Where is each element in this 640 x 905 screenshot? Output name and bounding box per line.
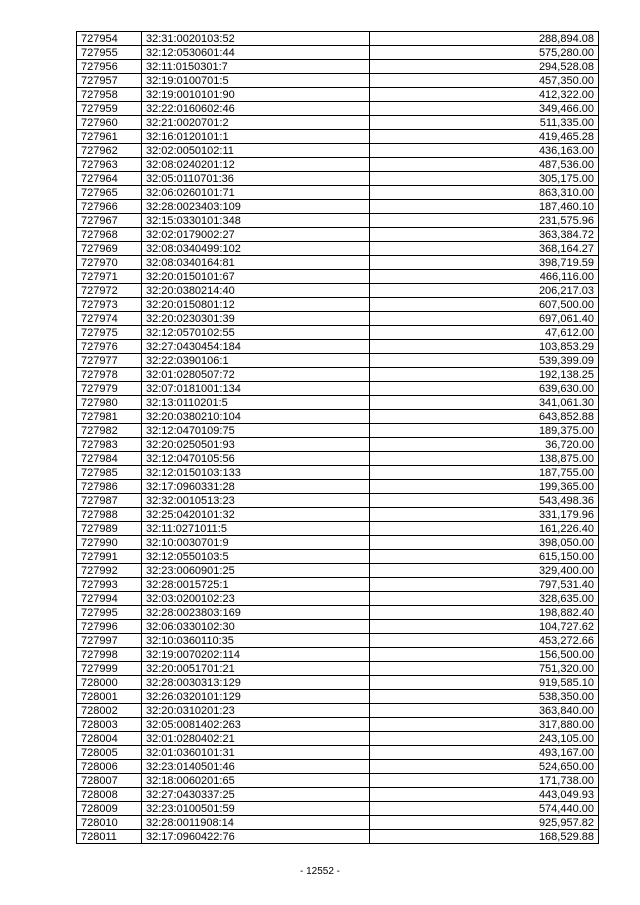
cadastral-number-cell: 32:20:0380214:40 — [142, 284, 370, 298]
cadastral-number-cell: 32:10:0030701:9 — [142, 536, 370, 550]
amount-cell: 607,500.00 — [370, 298, 599, 312]
record-id-cell: 727962 — [77, 144, 142, 158]
amount-cell: 206,217.03 — [370, 284, 599, 298]
table-row — [77, 214, 599, 228]
amount-cell: 36,720.00 — [370, 438, 599, 452]
cadastral-number-cell: 32:23:0100501:59 — [142, 802, 370, 816]
table-row — [77, 732, 599, 746]
cadastral-number-cell: 32:21:0020701:2 — [142, 116, 370, 130]
table-row — [77, 718, 599, 732]
table-row — [77, 172, 599, 186]
amount-cell: 328,635.00 — [370, 592, 599, 606]
table-row — [77, 284, 599, 298]
cadastral-number-cell: 32:13:0110201:5 — [142, 396, 370, 410]
record-id-cell: 727960 — [77, 116, 142, 130]
cadastral-number-cell: 32:22:0390106:1 — [142, 354, 370, 368]
record-id-cell: 728002 — [77, 704, 142, 718]
cadastral-number-cell: 32:03:0200102:23 — [142, 592, 370, 606]
cadastral-number-cell: 32:32:0010513:23 — [142, 494, 370, 508]
amount-cell: 231,575.96 — [370, 214, 599, 228]
cadastral-number-cell: 32:23:0060901:25 — [142, 564, 370, 578]
cadastral-number-cell: 32:05:0110701:36 — [142, 172, 370, 186]
cadastral-number-cell: 32:02:0050102:11 — [142, 144, 370, 158]
cadastral-number-cell: 32:22:0160602:46 — [142, 102, 370, 116]
cadastral-number-cell: 32:28:0030313:129 — [142, 676, 370, 690]
record-id-cell: 727989 — [77, 522, 142, 536]
record-id-cell: 727975 — [77, 326, 142, 340]
amount-cell: 751,320.00 — [370, 662, 599, 676]
amount-cell: 539,399.09 — [370, 354, 599, 368]
record-id-cell: 727983 — [77, 438, 142, 452]
table-row — [77, 116, 599, 130]
amount-cell: 192,138.25 — [370, 368, 599, 382]
table-row — [77, 424, 599, 438]
record-id-cell: 727981 — [77, 410, 142, 424]
amount-cell: 171,738.00 — [370, 774, 599, 788]
amount-cell: 538,350.00 — [370, 690, 599, 704]
cadastral-number-cell: 32:08:0240201:12 — [142, 158, 370, 172]
record-id-cell: 728011 — [77, 830, 142, 844]
record-id-cell: 727998 — [77, 648, 142, 662]
amount-cell: 398,050.00 — [370, 536, 599, 550]
amount-cell: 797,531.40 — [370, 578, 599, 592]
record-id-cell: 727958 — [77, 88, 142, 102]
amount-cell: 919,585.10 — [370, 676, 599, 690]
amount-cell: 574,440.00 — [370, 802, 599, 816]
record-id-cell: 727973 — [77, 298, 142, 312]
cadastral-number-cell: 32:07:0181001:134 — [142, 382, 370, 396]
record-id-cell: 728007 — [77, 774, 142, 788]
amount-cell: 453,272.66 — [370, 634, 599, 648]
record-id-cell: 728005 — [77, 746, 142, 760]
record-id-cell: 728010 — [77, 816, 142, 830]
record-id-cell: 727980 — [77, 396, 142, 410]
record-id-cell: 727957 — [77, 74, 142, 88]
table-row — [77, 298, 599, 312]
amount-cell: 466,116.00 — [370, 270, 599, 284]
record-id-cell: 727985 — [77, 466, 142, 480]
amount-cell: 363,384.72 — [370, 228, 599, 242]
cadastral-number-cell: 32:08:0340499:102 — [142, 242, 370, 256]
table-row — [77, 368, 599, 382]
cadastral-number-cell: 32:28:0023803:169 — [142, 606, 370, 620]
table-row — [77, 480, 599, 494]
table-row — [77, 452, 599, 466]
table-row — [77, 494, 599, 508]
amount-cell: 189,375.00 — [370, 424, 599, 438]
amount-cell: 187,460.10 — [370, 200, 599, 214]
amount-cell: 161,226.40 — [370, 522, 599, 536]
cadastral-number-cell: 32:19:0070202:114 — [142, 648, 370, 662]
amount-cell: 305,175.00 — [370, 172, 599, 186]
record-id-cell: 727995 — [77, 606, 142, 620]
table-row — [77, 676, 599, 690]
amount-cell: 543,498.36 — [370, 494, 599, 508]
amount-cell: 329,400.00 — [370, 564, 599, 578]
data-table — [76, 31, 599, 844]
record-id-cell: 727961 — [77, 130, 142, 144]
record-id-cell: 727986 — [77, 480, 142, 494]
amount-cell: 288,894.08 — [370, 32, 599, 46]
table-row — [77, 228, 599, 242]
cadastral-number-cell: 32:08:0340164:81 — [142, 256, 370, 270]
cadastral-number-cell: 32:20:0150801:12 — [142, 298, 370, 312]
table-row — [77, 564, 599, 578]
amount-cell: 349,466.00 — [370, 102, 599, 116]
table-row — [77, 578, 599, 592]
cadastral-number-cell: 32:10:0360110:35 — [142, 634, 370, 648]
table-row — [77, 466, 599, 480]
table-row — [77, 326, 599, 340]
amount-cell: 363,840.00 — [370, 704, 599, 718]
amount-cell: 294,528.08 — [370, 60, 599, 74]
table-row — [77, 144, 599, 158]
amount-cell: 199,365.00 — [370, 480, 599, 494]
cadastral-number-cell: 32:05:0081402:263 — [142, 718, 370, 732]
record-id-cell: 727972 — [77, 284, 142, 298]
cadastral-number-cell: 32:20:0051701:21 — [142, 662, 370, 676]
cadastral-number-cell: 32:01:0280402:21 — [142, 732, 370, 746]
table-row — [77, 102, 599, 116]
table-row — [77, 340, 599, 354]
table-row — [77, 60, 599, 74]
amount-cell: 643,852.88 — [370, 410, 599, 424]
amount-cell: 524,650.00 — [370, 760, 599, 774]
cadastral-number-cell: 32:06:0330102:30 — [142, 620, 370, 634]
table-row — [77, 802, 599, 816]
table-row — [77, 130, 599, 144]
table-row — [77, 46, 599, 60]
record-id-cell: 727997 — [77, 634, 142, 648]
record-id-cell: 727959 — [77, 102, 142, 116]
table-row — [77, 620, 599, 634]
table-row — [77, 88, 599, 102]
table-row — [77, 816, 599, 830]
record-id-cell: 727977 — [77, 354, 142, 368]
table-row — [77, 606, 599, 620]
cadastral-number-cell: 32:11:0271011:5 — [142, 522, 370, 536]
amount-cell: 47,612.00 — [370, 326, 599, 340]
cadastral-number-cell: 32:18:0060201:65 — [142, 774, 370, 788]
table-row — [77, 592, 599, 606]
cadastral-number-cell: 32:16:0120101:1 — [142, 130, 370, 144]
table-row — [77, 830, 599, 844]
table-row — [77, 536, 599, 550]
record-id-cell: 727992 — [77, 564, 142, 578]
record-id-cell: 727994 — [77, 592, 142, 606]
amount-cell: 436,163.00 — [370, 144, 599, 158]
table-row — [77, 648, 599, 662]
table-row — [77, 788, 599, 802]
record-id-cell: 728008 — [77, 788, 142, 802]
amount-cell: 398,719.59 — [370, 256, 599, 270]
record-id-cell: 727966 — [77, 200, 142, 214]
amount-cell: 104,727.62 — [370, 620, 599, 634]
record-id-cell: 727976 — [77, 340, 142, 354]
amount-cell: 639,630.00 — [370, 382, 599, 396]
table-row — [77, 662, 599, 676]
cadastral-number-cell: 32:12:0530601:44 — [142, 46, 370, 60]
table-row — [77, 354, 599, 368]
table-row — [77, 396, 599, 410]
record-id-cell: 727968 — [77, 228, 142, 242]
record-id-cell: 728000 — [77, 676, 142, 690]
record-id-cell: 727979 — [77, 382, 142, 396]
table-row — [77, 410, 599, 424]
amount-cell: 317,880.00 — [370, 718, 599, 732]
record-id-cell: 727999 — [77, 662, 142, 676]
record-id-cell: 727984 — [77, 452, 142, 466]
amount-cell: 493,167.00 — [370, 746, 599, 760]
cadastral-number-cell: 32:25:0420101:32 — [142, 508, 370, 522]
record-id-cell: 728006 — [77, 760, 142, 774]
cadastral-number-cell: 32:17:0960331:28 — [142, 480, 370, 494]
cadastral-number-cell: 32:12:0470105:56 — [142, 452, 370, 466]
record-id-cell: 727978 — [77, 368, 142, 382]
record-id-cell: 727982 — [77, 424, 142, 438]
cadastral-number-cell: 32:28:0015725:1 — [142, 578, 370, 592]
amount-cell: 615,150.00 — [370, 550, 599, 564]
cadastral-number-cell: 32:20:0230301:39 — [142, 312, 370, 326]
cadastral-number-cell: 32:27:0430454:184 — [142, 340, 370, 354]
record-id-cell: 727974 — [77, 312, 142, 326]
amount-cell: 419,465.28 — [370, 130, 599, 144]
table-row — [77, 74, 599, 88]
cadastral-number-cell: 32:01:0280507:72 — [142, 368, 370, 382]
table-row — [77, 690, 599, 704]
cadastral-number-cell: 32:26:0320101:129 — [142, 690, 370, 704]
amount-cell: 697,061.40 — [370, 312, 599, 326]
table-row — [77, 32, 599, 46]
record-id-cell: 727955 — [77, 46, 142, 60]
cadastral-number-cell: 32:15:0330101:348 — [142, 214, 370, 228]
cadastral-number-cell: 32:31:0020103:52 — [142, 32, 370, 46]
amount-cell: 575,280.00 — [370, 46, 599, 60]
amount-cell: 925,957.82 — [370, 816, 599, 830]
cadastral-number-cell: 32:17:0960422:76 — [142, 830, 370, 844]
table-row — [77, 746, 599, 760]
amount-cell: 138,875.00 — [370, 452, 599, 466]
cadastral-number-cell: 32:20:0310201:23 — [142, 704, 370, 718]
record-id-cell: 727969 — [77, 242, 142, 256]
table-row — [77, 774, 599, 788]
amount-cell: 487,536.00 — [370, 158, 599, 172]
amount-cell: 863,310.00 — [370, 186, 599, 200]
record-id-cell: 728009 — [77, 802, 142, 816]
amount-cell: 341,061.30 — [370, 396, 599, 410]
amount-cell: 156,500.00 — [370, 648, 599, 662]
record-id-cell: 727964 — [77, 172, 142, 186]
record-id-cell: 727967 — [77, 214, 142, 228]
table-row — [77, 438, 599, 452]
record-id-cell: 727963 — [77, 158, 142, 172]
cadastral-number-cell: 32:12:0150103:133 — [142, 466, 370, 480]
amount-cell: 511,335.00 — [370, 116, 599, 130]
table-row — [77, 550, 599, 564]
cadastral-number-cell: 32:19:0100701:5 — [142, 74, 370, 88]
record-id-cell: 727987 — [77, 494, 142, 508]
record-id-cell: 728004 — [77, 732, 142, 746]
record-id-cell: 727990 — [77, 536, 142, 550]
table-row — [77, 256, 599, 270]
amount-cell: 457,350.00 — [370, 74, 599, 88]
record-id-cell: 728003 — [77, 718, 142, 732]
amount-cell: 368,164.27 — [370, 242, 599, 256]
table-row — [77, 200, 599, 214]
record-id-cell: 727956 — [77, 60, 142, 74]
cadastral-number-cell: 32:28:0011908:14 — [142, 816, 370, 830]
amount-cell: 412,322.00 — [370, 88, 599, 102]
amount-cell: 243,105.00 — [370, 732, 599, 746]
table-row — [77, 760, 599, 774]
record-id-cell: 727991 — [77, 550, 142, 564]
cadastral-number-cell: 32:19:0010101:90 — [142, 88, 370, 102]
table-row — [77, 508, 599, 522]
cadastral-number-cell: 32:01:0360101:31 — [142, 746, 370, 760]
record-id-cell: 727993 — [77, 578, 142, 592]
table-row — [77, 242, 599, 256]
table-body — [77, 32, 599, 844]
record-id-cell: 727971 — [77, 270, 142, 284]
cadastral-number-cell: 32:12:0470109:75 — [142, 424, 370, 438]
record-id-cell: 727954 — [77, 32, 142, 46]
cadastral-number-cell: 32:27:0430337:25 — [142, 788, 370, 802]
cadastral-number-cell: 32:20:0150101:67 — [142, 270, 370, 284]
table-row — [77, 186, 599, 200]
record-id-cell: 727988 — [77, 508, 142, 522]
record-id-cell: 728001 — [77, 690, 142, 704]
cadastral-number-cell: 32:12:0570102:55 — [142, 326, 370, 340]
table-row — [77, 522, 599, 536]
table-row — [77, 704, 599, 718]
amount-cell: 103,853.29 — [370, 340, 599, 354]
amount-cell: 198,882.40 — [370, 606, 599, 620]
cadastral-number-cell: 32:20:0250501:93 — [142, 438, 370, 452]
cadastral-number-cell: 32:23:0140501:46 — [142, 760, 370, 774]
record-id-cell: 727996 — [77, 620, 142, 634]
table-row — [77, 312, 599, 326]
amount-cell: 168,529.88 — [370, 830, 599, 844]
amount-cell: 331,179.96 — [370, 508, 599, 522]
table-row — [77, 158, 599, 172]
page-number: - 12552 - — [299, 866, 341, 877]
table-row — [77, 634, 599, 648]
cadastral-number-cell: 32:28:0023403:109 — [142, 200, 370, 214]
cadastral-number-cell: 32:20:0380210:104 — [142, 410, 370, 424]
cadastral-number-cell: 32:12:0550103:5 — [142, 550, 370, 564]
cadastral-number-cell: 32:06:0260101:71 — [142, 186, 370, 200]
cadastral-number-cell: 32:11:0150301:7 — [142, 60, 370, 74]
amount-cell: 443,049.93 — [370, 788, 599, 802]
record-id-cell: 727965 — [77, 186, 142, 200]
amount-cell: 187,755.00 — [370, 466, 599, 480]
cadastral-number-cell: 32:02:0179002:27 — [142, 228, 370, 242]
table-row — [77, 270, 599, 284]
table-row — [77, 382, 599, 396]
record-id-cell: 727970 — [77, 256, 142, 270]
